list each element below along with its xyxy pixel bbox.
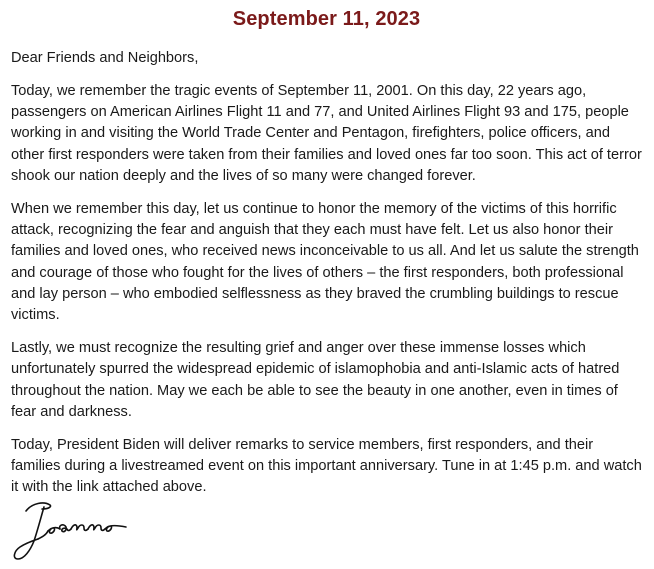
greeting: Dear Friends and Neighbors, bbox=[11, 50, 199, 66]
signature-icon bbox=[8, 497, 138, 565]
page-title: September 11, 2023 bbox=[232, 8, 421, 30]
paragraph-recognize: Lastly, we must recognize the resulting grief and anger over these immense losses which unfortunately spurred the widespread epidemic of islamophobia and anti-Islamic acts of hatred throughout the nation. May we each be able to see the beauty in one another, even in times of fear and darkness. bbox=[11, 340, 620, 420]
paragraph-honor: When we remember this day, let us continue to honor the memory of the victims of this horrific attack, recognizing the fear and anguish that they each must have felt. Let us also honor their families and loved ones, who received news inconceivable to us all. And let us salute the strength and courage of those who fought for the lives of others – the first responders, both professional and lay person – who embodied selflessness as they braved the crumbling buildings to rescue victims. bbox=[11, 201, 639, 324]
paragraph-remembrance: Today, we remember the tragic events of September 11, 2001. On this day, 22 years ago, passengers on American Airlines Flight 11 and 77, and United Airlines Flight 93 and 175, people working in and visiting the World Trade Center and Pentagon, firefighters, police officers, and other first responders were taken from their families and loved ones far too soon. This act of terror shook our nation deeply and the lives of so many were changed forever. bbox=[11, 83, 642, 184]
paragraph-announcement: Today, President Biden will deliver remarks to service members, first responders, and their families during a livestreamed event on this important anniversary. Tune in at 1:45 p.m. and watch it with the link attached above. bbox=[11, 437, 642, 496]
signature bbox=[8, 497, 138, 565]
